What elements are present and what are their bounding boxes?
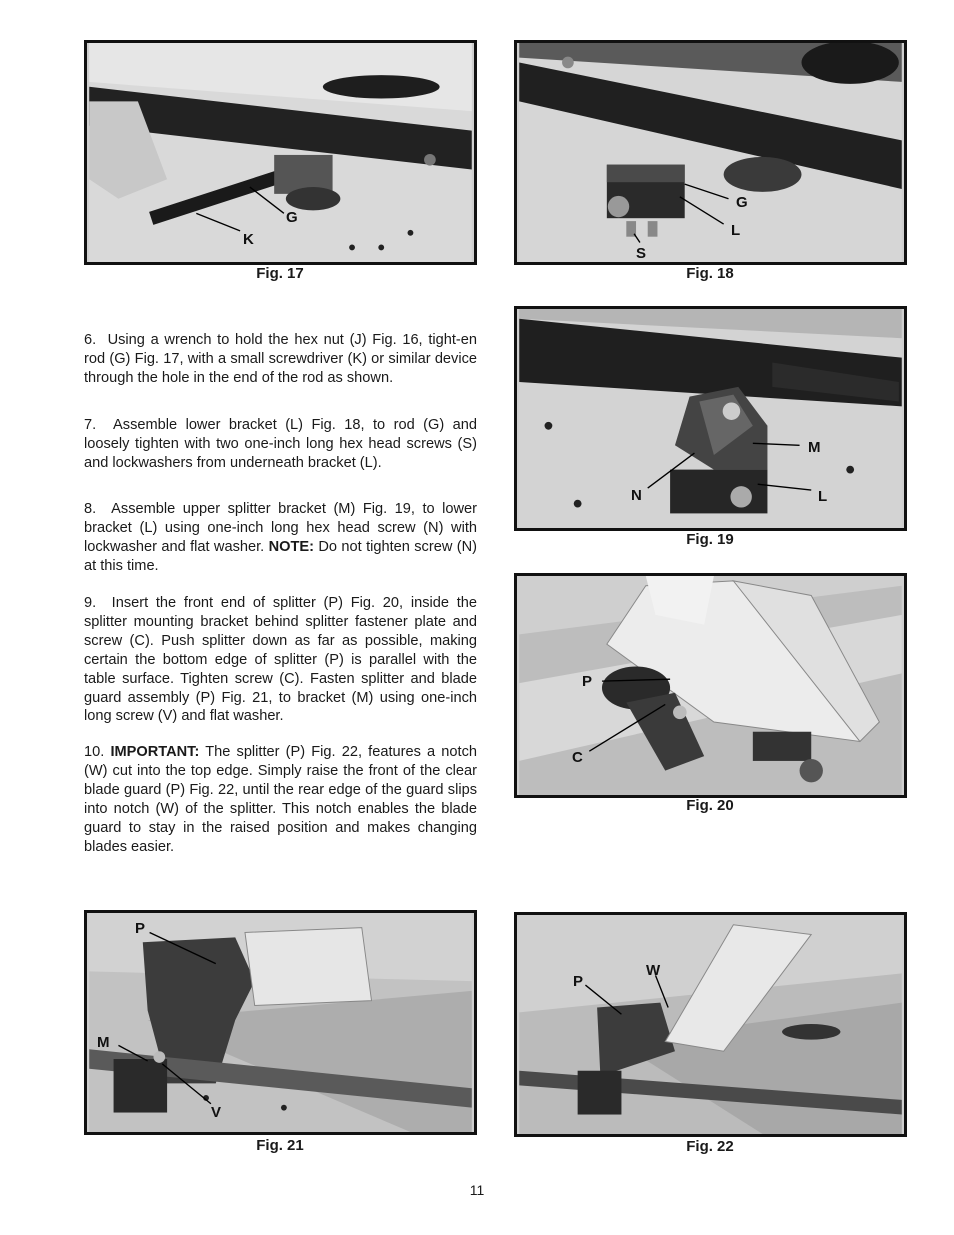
figure-21-label-v: V: [211, 1104, 222, 1121]
figure-21-label-m: M: [97, 1034, 110, 1051]
figure-22-label-w: W: [646, 962, 661, 979]
figure-18-caption: Fig. 18: [686, 265, 734, 282]
step-6-text: 6. Using a wrench to hold the hex nut (J) Fig. 16, tight-en rod (G) Fig. 17, with a small screwdriver (K) or similar device through the hole in the end of the rod as shown.: [84, 332, 477, 386]
figure-22-caption: Fig. 22: [686, 1138, 734, 1155]
figure-21-photo: [84, 910, 477, 1135]
figure-17-label-g: G: [286, 209, 298, 226]
figure-18-label-g: G: [736, 194, 748, 211]
step-9-text: 9. Insert the front end of splitter (P) Fig. 20, inside the splitter mounting bracket behind splitter fastener plate and screw (C). Push splitter down as far as possible, making certain the bottom edge of splitter (P) is parallel with the table surface. Tighten screw (C). Fasten splitter and blade guard assembly (P) Fig. 21, to bracket (M) using one-inch long screw (V) and flat washer.: [84, 595, 477, 725]
figure-20-label-c: C: [572, 749, 583, 766]
figure-20-photo: [514, 573, 907, 798]
figure-21-illustration: [87, 913, 474, 1132]
step-10-text: [84, 743, 477, 856]
step-8-note: NOTE:: [268, 538, 315, 555]
page-number: 11: [469, 1182, 485, 1198]
figure-19-caption: Fig. 19: [686, 531, 734, 548]
step-10-body: The splitter (P) Fig. 22, features a notch (W) cut into the top edge. Simply raise the front of the clear blade guard (P) Fig. 22, until the rear edge of the guard slips into notch (W) of the splitter. This notch enables the blade guard to stay in the raised position and makes changing blades easier.: [84, 744, 478, 855]
figure-20-label-p: P: [582, 673, 593, 690]
figure-17-caption: Fig. 17: [256, 265, 304, 282]
figure-18-photo: [514, 40, 907, 265]
figure-19-label-m: M: [808, 439, 821, 456]
figure-19-label-n: N: [631, 487, 642, 504]
figure-17-illustration: [87, 43, 474, 262]
step-7-text: 7. Assemble lower bracket (L) Fig. 18, to rod (G) and loosely tighten with two one-inch long hex head screws (S) and lockwashers from underneath bracket (L).: [84, 417, 477, 471]
step-8-text: [84, 500, 477, 576]
figure-18-label-l: L: [731, 222, 741, 239]
figure-17-label-k: K: [243, 231, 254, 248]
figure-19-photo: [514, 306, 907, 531]
figure-21-label-p: P: [135, 920, 146, 937]
figure-18-illustration: [517, 43, 904, 262]
figure-19-illustration: [517, 309, 904, 528]
step-8-tail: Do not tighten screw (N) at this time.: [84, 538, 478, 574]
step-8-body: 8. Assemble upper splitter bracket (M) Fig. 19, to lower bracket (L) using one-inch long hex head screw (N) with lockwasher and flat washer.: [84, 501, 477, 555]
figure-21-caption: Fig. 21: [256, 1137, 304, 1154]
figure-19-label-l: L: [818, 488, 828, 505]
figure-20-caption: Fig. 20: [686, 797, 734, 814]
figure-18-label-s: S: [636, 245, 647, 262]
step-10-important: IMPORTANT:: [110, 744, 200, 760]
figure-22-illustration: [517, 915, 904, 1134]
figure-17-photo: [84, 40, 477, 265]
figure-22-photo: [514, 912, 907, 1137]
figure-22-label-p: P: [573, 973, 584, 990]
step-10-number: 10.: [84, 744, 111, 760]
